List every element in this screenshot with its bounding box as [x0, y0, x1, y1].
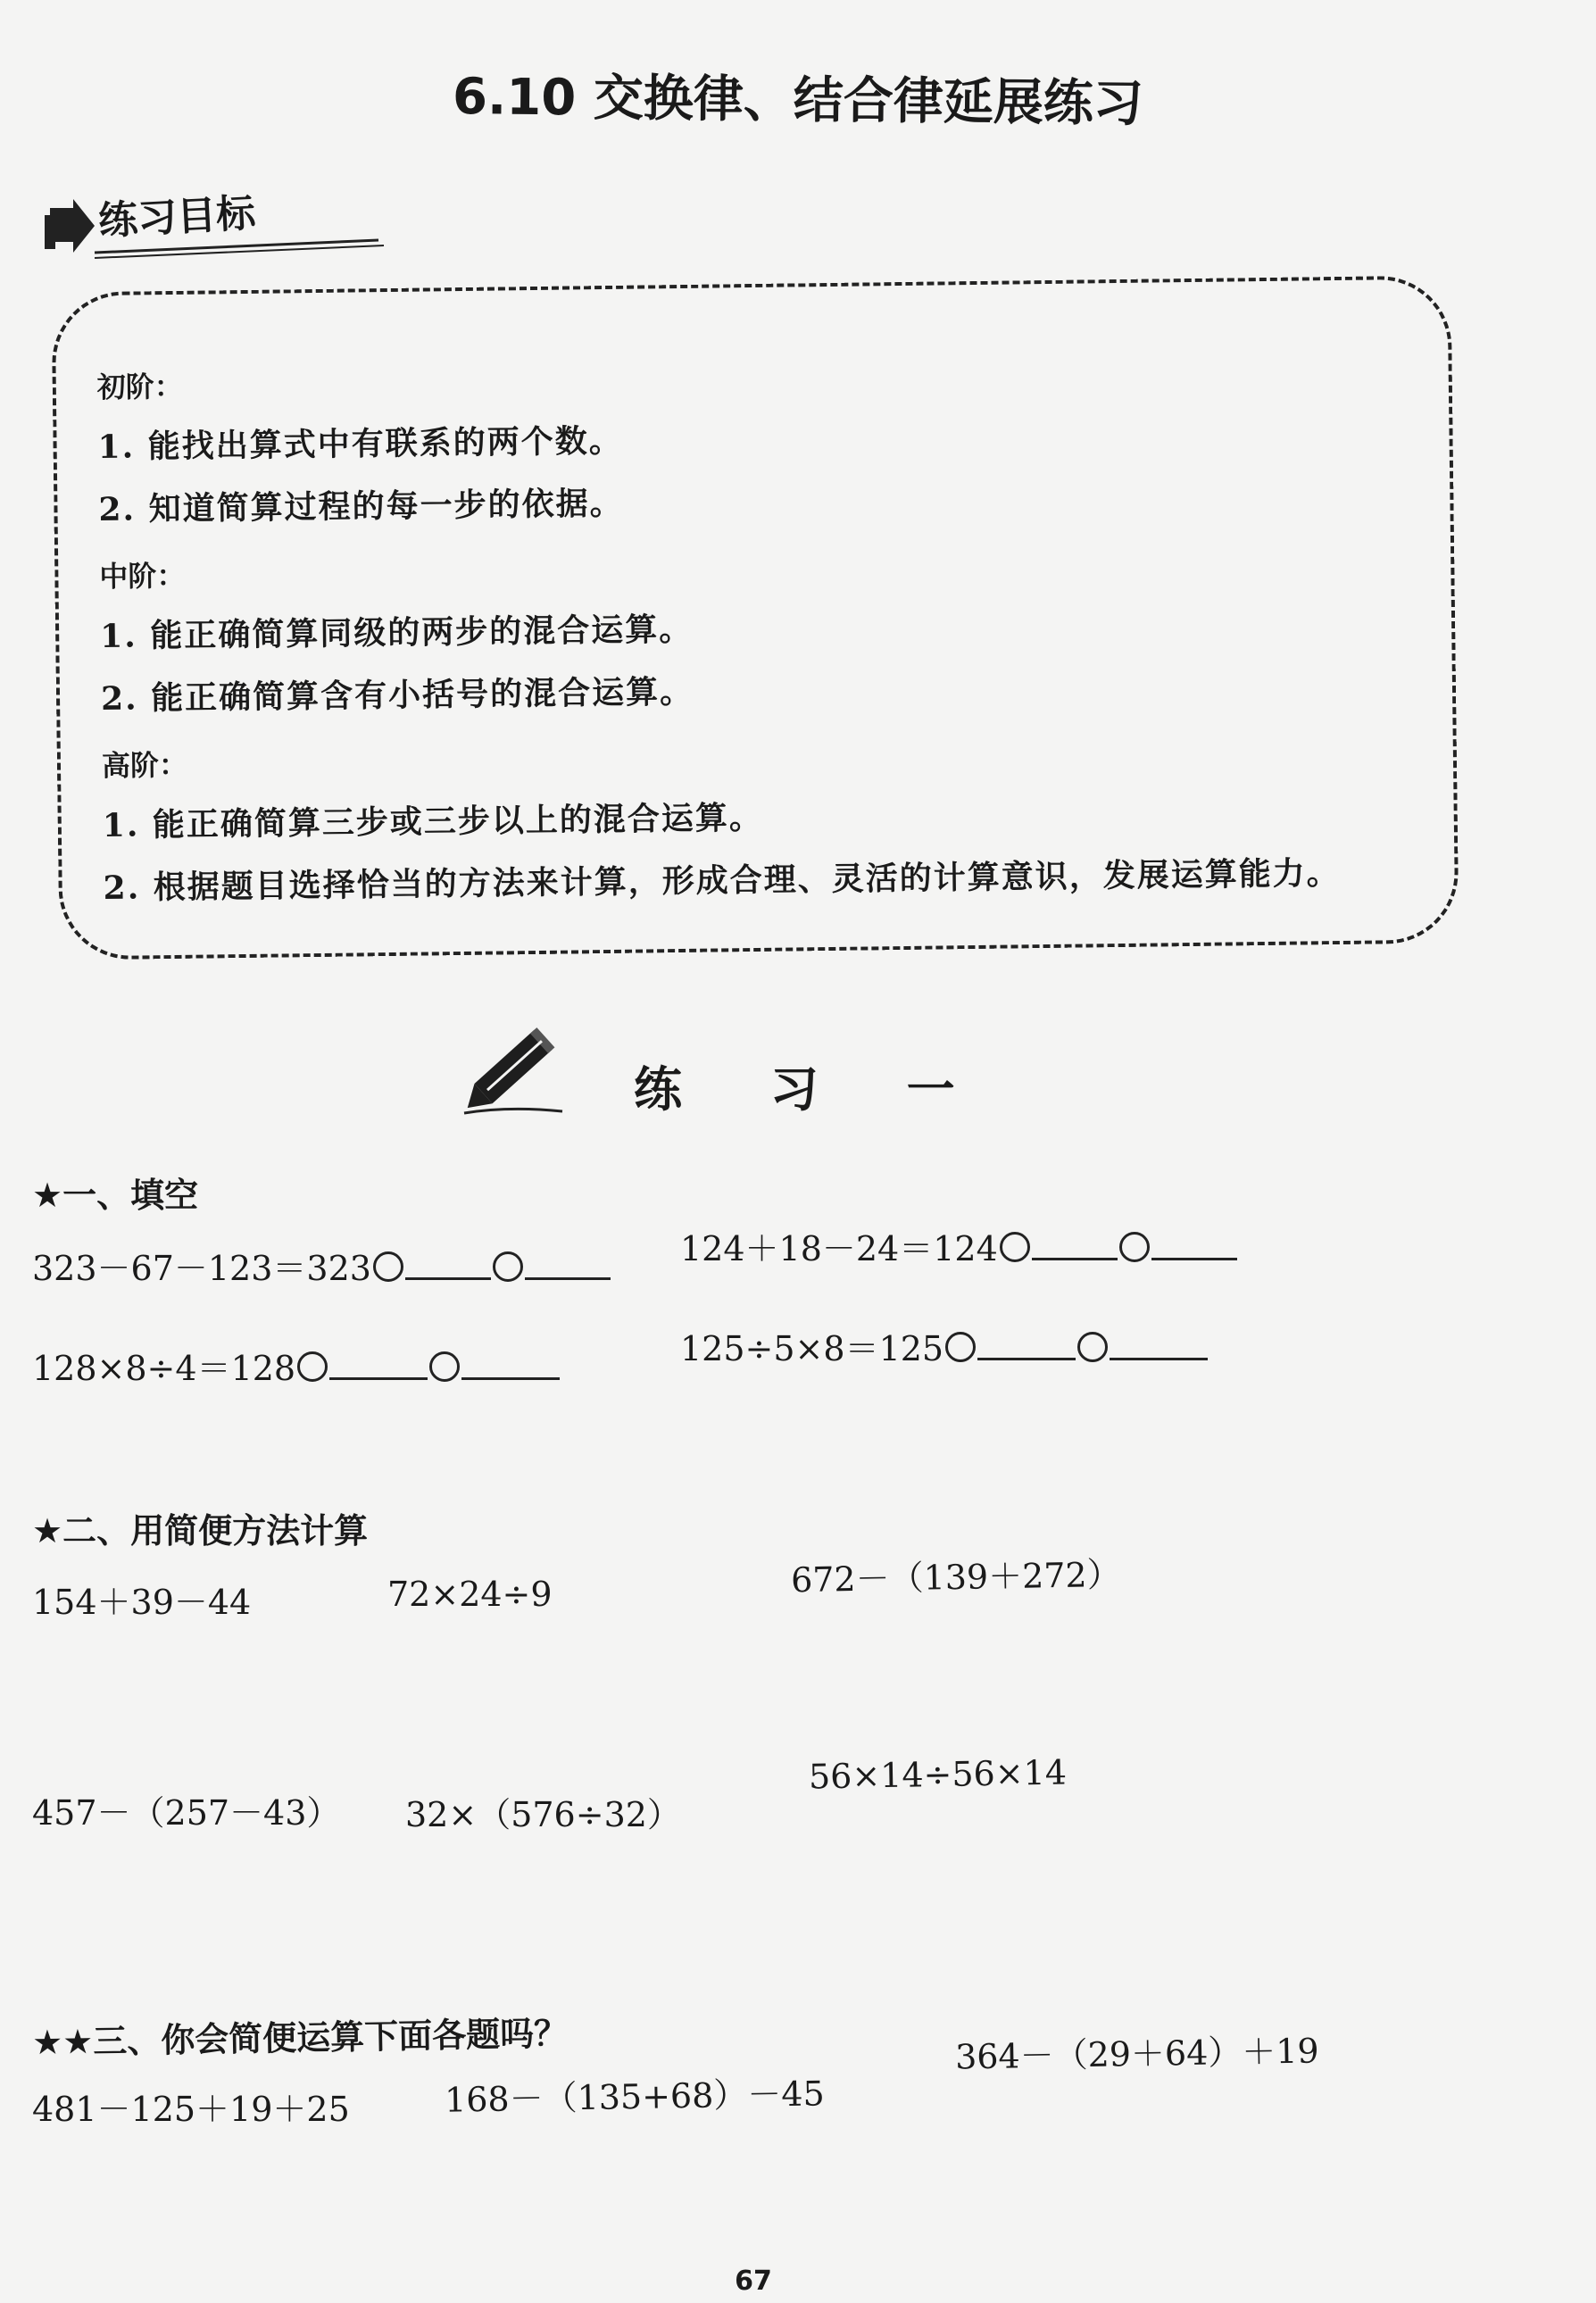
- goals-heading-label: 练习目标: [97, 190, 257, 245]
- fill-item: [680, 1221, 1237, 1270]
- calc-item: 457－（257－43）: [32, 1793, 341, 1833]
- circle-blank[interactable]: [373, 1251, 403, 1282]
- answer-blank[interactable]: [977, 1349, 1076, 1360]
- goal-item: 1. 能找出算式中有联系的两个数。: [97, 421, 623, 466]
- fill-item: [32, 1241, 611, 1290]
- circle-blank[interactable]: [1000, 1232, 1030, 1262]
- answer-blank[interactable]: [405, 1268, 491, 1280]
- answer-blank[interactable]: [525, 1268, 611, 1280]
- calc-item: 481－125＋19＋25: [32, 2090, 350, 2129]
- circle-blank[interactable]: [429, 1351, 460, 1382]
- goal-item: 1. 能正确简算同级的两步的混合运算。: [99, 610, 694, 655]
- goal-item: 2. 知道简算过程的每一步的依据。: [98, 484, 624, 528]
- calc-item: 154＋39－44: [32, 1583, 252, 1622]
- fill-item: [32, 1341, 560, 1390]
- calc-item: 364－（29＋64）＋19: [954, 2031, 1320, 2077]
- fill-item-text: 125÷5×8＝125: [680, 1329, 944, 1368]
- calc-item: 168－（135+68）－45: [444, 2074, 826, 2120]
- goal-item: 1. 能正确简算三步或三步以上的混合运算。: [102, 798, 764, 844]
- goal-level-basic: 初阶：: [96, 369, 184, 404]
- circle-blank[interactable]: [1119, 1232, 1150, 1262]
- arrow-icon: [43, 199, 96, 262]
- goals-box: [51, 275, 1459, 960]
- goal-item: 2. 能正确简算含有小括号的混合运算。: [100, 672, 694, 718]
- calc-item: 32×（576÷32）: [405, 1795, 681, 1834]
- page-title: 6.10 交换律、结合律延展练习: [452, 67, 1144, 134]
- page-number: 67: [735, 2266, 772, 2297]
- circle-blank[interactable]: [297, 1351, 328, 1382]
- fill-item-text: 128×8÷4＝128: [32, 1349, 296, 1388]
- answer-blank[interactable]: [1151, 1249, 1237, 1260]
- fill-item: [680, 1321, 1208, 1370]
- fill-item-text: 323－67－123＝323: [32, 1249, 371, 1288]
- goal-level-advanced: 高阶：: [101, 747, 188, 783]
- goals-heading: [43, 183, 382, 263]
- answer-blank[interactable]: [461, 1368, 560, 1380]
- practice-heading-label: 练 习 一: [634, 1061, 991, 1118]
- circle-blank[interactable]: [493, 1251, 523, 1282]
- circle-blank[interactable]: [1077, 1332, 1108, 1362]
- heading-underline: [93, 237, 387, 260]
- section2-heading: ★二、用简便方法计算: [32, 1511, 369, 1551]
- goal-item: 2. 根据题目选择恰当的方法来计算，形成合理、灵活的计算意识，发展运算能力。: [103, 854, 1341, 907]
- section1-heading: ★一、填空: [32, 1176, 199, 1215]
- fill-item-text: 124＋18－24＝124: [680, 1229, 998, 1268]
- calc-item: 672－（139＋272）: [790, 1554, 1122, 1600]
- answer-blank[interactable]: [329, 1368, 428, 1380]
- calc-item: 72×24÷9: [387, 1575, 553, 1614]
- goal-level-middle: 中阶：: [99, 558, 186, 594]
- section3-heading: ★★三、你会简便运算下面各题吗？: [31, 2013, 569, 2063]
- answer-blank[interactable]: [1032, 1249, 1118, 1260]
- circle-blank[interactable]: [945, 1332, 976, 1362]
- answer-blank[interactable]: [1110, 1349, 1208, 1360]
- pencil-icon: [446, 1013, 580, 1120]
- calc-item: 56×14÷56×14: [808, 1752, 1068, 1797]
